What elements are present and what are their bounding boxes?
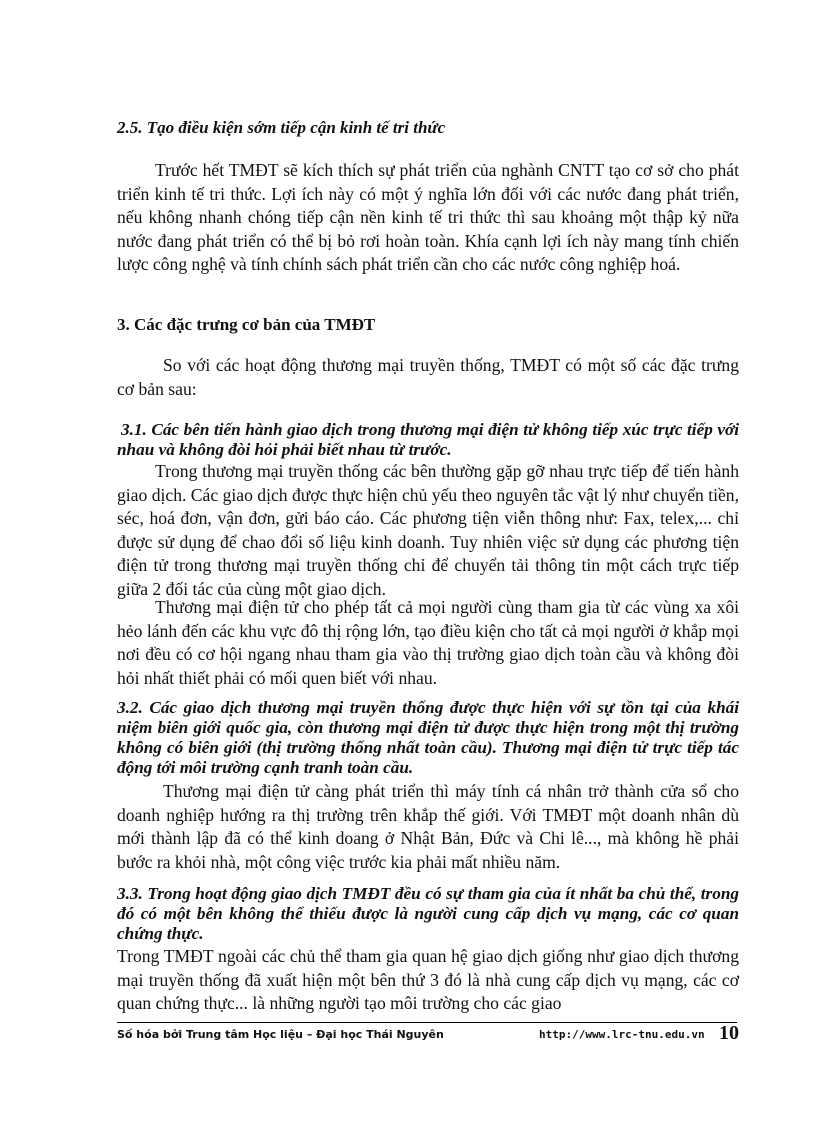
section-heading-2-5: 2.5. Tạo điều kiện sớm tiếp cận kinh tế tri thức <box>117 118 446 137</box>
footer-url-link[interactable]: http://www.lrc-tnu.edu.vn <box>539 1028 705 1041</box>
paragraph-3-3: Trong TMĐT ngoài các chủ thể tham gia quan hệ giao dịch giống như giao dịch thương mại truyền thống đã xuất hiện một bên thứ 3 đó là nhà cung cấp dịch vụ mạng, các cơ quan chứng thực... là những người tạo môi trường cho các giao <box>117 946 739 1014</box>
section-heading-3-3: 3.3. Trong hoạt động giao dịch TMĐT đều có sự tham gia của ít nhất ba chủ thể, trong đó có một bên không thể thiếu được là người cung cấp dịch vụ mạng, các cơ quan chứng thực. <box>117 884 739 943</box>
footer-source: Số hóa bởi Trung tâm Học liệu – Đại học Thái Nguyên <box>117 1028 444 1041</box>
section-heading-3-1: 3.1. Các bên tiến hành giao dịch trong thương mại điện tử không tiếp xúc trực tiếp với nhau và không đòi hỏi phải biết nhau từ trước. <box>117 420 739 459</box>
section-heading-3: 3. Các đặc trưng cơ bản của TMĐT <box>117 315 376 334</box>
page-footer <box>117 1022 739 1046</box>
paragraph-3-intro: So với các hoạt động thương mại truyền thống, TMĐT có một số các đặc trưng cơ bản sau: <box>117 355 739 399</box>
paragraph-3-2: Thương mại điện tử càng phát triển thì máy tính cá nhân trở thành cửa sổ cho doanh nghiệp hướng ra thị trường trên khắp thế giới. Với TMĐT một doanh nhân dù mới thành lập đã có thể kinh doang ở Nhật Bản, Đức và Chi lê..., mà không hề phải bước ra khỏi nhà, một công việc trước kia phải mất nhiều năm. <box>117 781 739 872</box>
page-number: 10 <box>719 1022 739 1044</box>
paragraph-3-1-b: Thương mại điện tử cho phép tất cả mọi người cùng tham gia từ các vùng xa xôi hẻo lánh đến các khu vực đô thị rộng lớn, tạo điều kiện cho tất cả mọi người ở khắp mọi nơi đều có cơ hội ngang nhau tham gia vào thị trường giao dịch toàn cầu và không đòi hỏi nhất thiết phải có mối quen biết với nhau. <box>117 597 739 688</box>
section-heading-3-2: 3.2. Các giao dịch thương mại truyền thống được thực hiện với sự tồn tại của khái niệm biên giới quốc gia, còn thương mại điện tử được thực hiện trong một thị trường không có biên giới (thị trường thống nhất toàn cầu). Thương mại điện tử trực tiếp tác động tới môi trường cạnh tranh toàn cầu. <box>117 698 739 777</box>
paragraph-2-5: Trước hết TMĐT sẽ kích thích sự phát triển của nghành CNTT tạo cơ sở cho phát triển kinh tế tri thức. Lợi ích này có một ý nghĩa lớn đối với các nước đang phát triển, nếu không nhanh chóng tiếp cận nền kinh tế tri thức thì sau khoảng một thập kỷ nữa nước đang phát triển có thể bị bỏ rơi hoàn toàn. Khía cạnh lợi ích này mang tính chiến lược công nghệ và tính chính sách phát triển cần cho các nước công nghiệp hoá. <box>117 160 739 275</box>
paragraph-3-1-a: Trong thương mại truyền thống các bên thường gặp gỡ nhau trực tiếp để tiến hành giao dịch. Các giao dịch được thực hiện chủ yếu theo nguyên tắc vật lý như chuyển tiền, séc, hoá đơn, vận đơn, gửi báo cáo. Các phương tiện viễn thông như: Fax, telex,... chỉ được sử dụng để chao đổi số liệu kinh doanh. Tuy nhiên việc sử dụng các phương tiện điện tử trong thương mại truyền thống chỉ để chuyển tải thông tin một cách trực tiếp giữa 2 đối tác của cùng một giao dịch. <box>117 461 739 599</box>
